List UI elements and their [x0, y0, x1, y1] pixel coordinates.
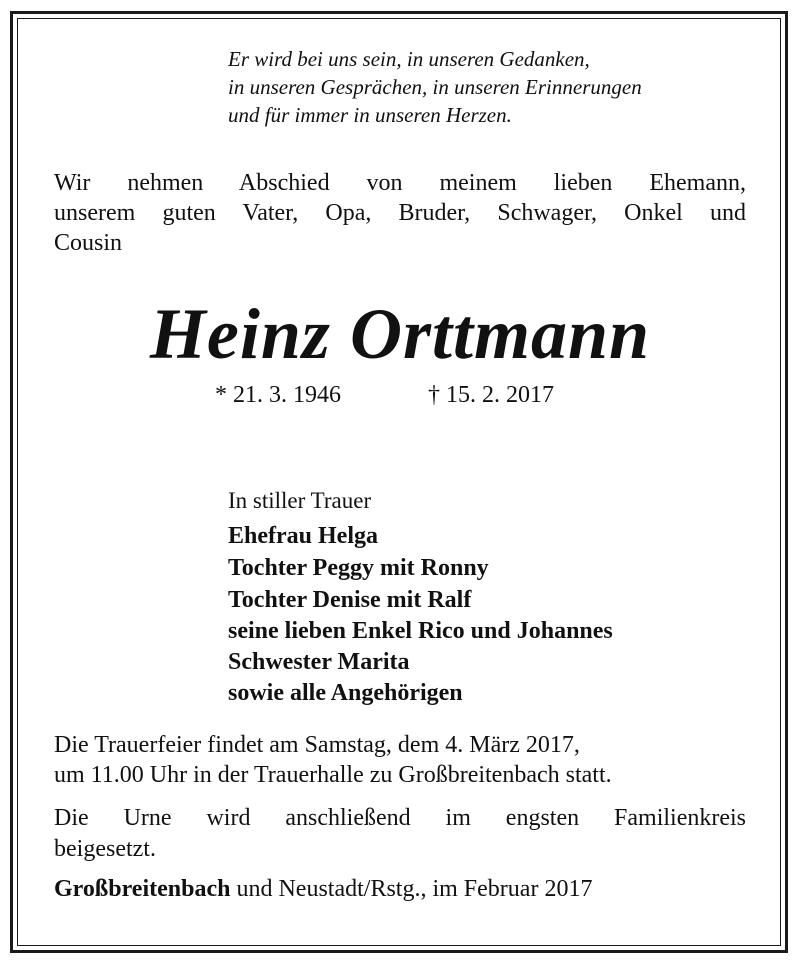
- closing-line: [54, 876, 746, 903]
- intro-line: Wir nehmen Abschied von meinem lieben Ehemann,: [54, 170, 746, 196]
- closing-place: Großbreitenbach: [54, 876, 231, 902]
- burial-line: Die Urne wird anschließend im engsten Familienkreis: [54, 805, 746, 831]
- ceremony-line: um 11.00 Uhr in der Trauerhalle zu Großbreitenbach statt.: [54, 762, 612, 788]
- mourner-name: sowie alle Angehörigen: [228, 680, 463, 706]
- intro-line: Cousin: [54, 230, 123, 256]
- mourner-name: seine lieben Enkel Rico und Johannes: [228, 618, 613, 644]
- motto-line: Er wird bei uns sein, in unseren Gedanken,: [228, 47, 590, 71]
- closing-rest: und Neustadt/Rstg., im Februar 2017: [230, 876, 593, 902]
- mourner-name: Tochter Denise mit Ralf: [228, 587, 472, 613]
- ceremony-line: Die Trauerfeier findet am Samstag, dem 4. März 2017,: [54, 732, 580, 758]
- birth-date: * 21. 3. 1946: [215, 382, 341, 408]
- mourners-heading: In stiller Trauer: [228, 488, 372, 513]
- intro-line: unserem guten Vater, Opa, Bruder, Schwager, Onkel und: [54, 200, 746, 226]
- burial-line: beigesetzt.: [54, 836, 156, 862]
- motto-line: in unseren Gesprächen, in unseren Erinnerungen: [228, 75, 642, 99]
- death-date: † 15. 2. 2017: [428, 382, 554, 408]
- mourner-name: Schwester Marita: [228, 649, 410, 675]
- motto-line: und für immer in unseren Herzen.: [228, 103, 512, 127]
- deceased-name: Heinz Orttmann: [149, 294, 651, 374]
- mourner-name: Ehefrau Helga: [228, 523, 378, 549]
- mourner-name: Tochter Peggy mit Ronny: [228, 555, 489, 581]
